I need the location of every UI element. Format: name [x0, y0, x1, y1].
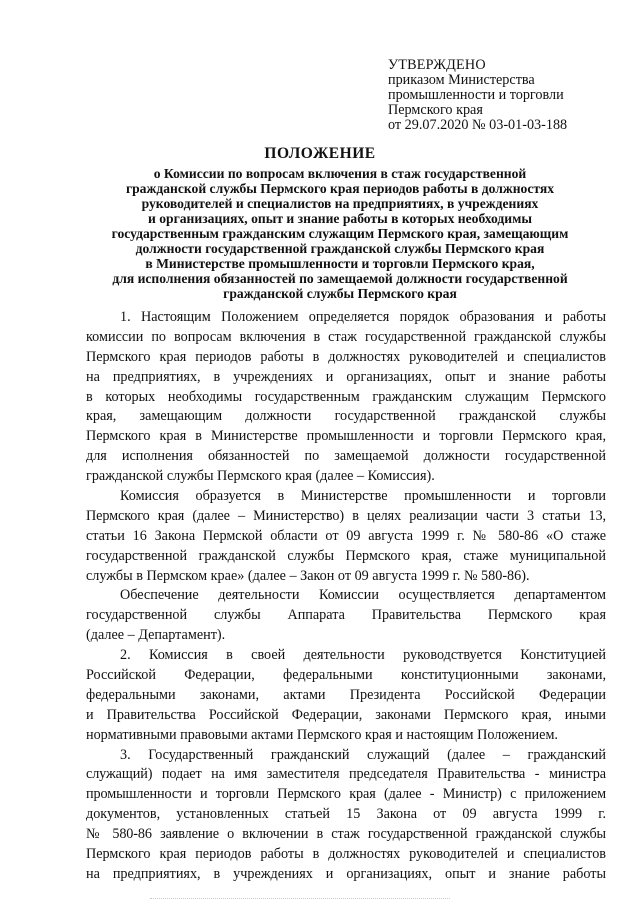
paragraph-2: [86, 646, 606, 745]
text-line: 2. Комиссия в своей деятельности руководствуется Конституцией: [120, 647, 606, 664]
subtitle-line: для исполнения обязанностей по замещаемой должности государственной: [112, 271, 568, 286]
subtitle-line: государственным гражданским служащим Пермского края, замещающим: [111, 226, 569, 241]
approval-stamp: [388, 58, 628, 133]
subtitle-line: должности государственной гражданской службы Пермского края: [135, 241, 545, 256]
approval-line: от 29.07.2020 № 03-01-03-188: [388, 117, 568, 133]
subtitle-line: о Комиссии по вопросам включения в стаж государственной: [153, 166, 527, 181]
subtitle-line: гражданской службы Пермского края: [223, 286, 457, 301]
text-line: нормативными правовыми актами Пермского края и настоящим Положением.: [86, 726, 558, 743]
text-line: Обеспечение деятельности Комиссии осуществляется департаментом: [120, 587, 606, 604]
document-title: ПОЛОЖЕНИЕ: [264, 145, 376, 162]
text-line: Российской Федерации, федеральными конституционными законами,: [86, 667, 606, 684]
text-line: гражданской службы Пермского края (далее – Комиссия).: [86, 468, 435, 485]
text-line: (далее – Департамент).: [86, 627, 226, 644]
text-line: для исполнения обязанностей по замещаемой должности государственной: [86, 448, 606, 465]
text-line: на предприятиях, в учреждениях и организациях, опыт и знание работы: [86, 865, 606, 882]
text-line: промышленности и торговли Пермского края (далее - Министр) с приложением: [86, 786, 606, 803]
subtitle-line: гражданской службы Пермского края периодов работы в должностях: [125, 181, 555, 196]
text-line: Комиссия образуется в Министерстве промышленности и торговли: [120, 488, 606, 505]
approval-line: промышленности и торговли: [388, 87, 564, 103]
subtitle-line: и организациях, опыт и знание работы в которых необходимы: [148, 211, 532, 226]
paragraph-1: [86, 308, 606, 487]
text-line: Пермского края (далее – Министерство) в целях реализации части 3 статьи 13,: [86, 507, 606, 524]
text-line: государственной службы Аппарата Правительства Пермского края: [86, 607, 606, 624]
text-line: государственной гражданской службы Пермского края, стаже муниципальной: [86, 547, 606, 564]
approval-heading: УТВЕРЖДЕНО: [388, 57, 486, 73]
text-line: статьи 16 Закона Пермской области от 09 августа 1999 г. № 580-86 «О стаже: [86, 527, 606, 544]
text-line: и Правительства Российской Федерации, законами Пермского края, иными: [86, 706, 606, 723]
text-line: служащий) подает на имя заместителя председателя Правительства - министра: [86, 766, 606, 783]
document-subtitle: [70, 166, 610, 301]
subtitle-line: в Министерстве промышленности и торговли Пермского края,: [145, 256, 535, 271]
document-body: [86, 308, 606, 885]
text-line: Пермского края в Министерстве промышленности и торговли Пермского края,: [86, 428, 606, 445]
text-line: края, замещающим должности государственной гражданской службы: [86, 408, 606, 425]
text-line: 1. Настоящим Положением определяется порядок образования и работы: [120, 309, 606, 325]
paragraph-commission-formation: [86, 487, 606, 586]
text-line: № 580-86 заявление о включении в стаж государственной гражданской службы: [86, 826, 606, 843]
paragraph-3: [86, 746, 606, 885]
text-line: службы в Пермском крае» (далее – Закон от 09 августа 1999 г. № 580-86).: [86, 567, 530, 584]
approval-line: Пермского края: [388, 102, 483, 118]
text-line: Пермского края периодов работы в должностях руководителей и специалистов: [86, 348, 606, 365]
text-line: 3. Государственный гражданский служащий (далее – гражданский: [120, 746, 606, 763]
text-line: на предприятиях, в учреждениях и организациях, опыт и знание работы: [86, 368, 606, 385]
text-line: документов, установленных статьей 15 Закона от 09 августа 1999 г.: [86, 806, 606, 823]
text-line: федеральными законами, актами Президента Российской Федерации: [86, 686, 606, 703]
text-line: Пермского края периодов работы в должностях руководителей и специалистов: [86, 846, 606, 863]
text-line: комиссии по вопросам включения в стаж государственной гражданской службы: [86, 328, 606, 345]
approval-line: приказом Министерства: [388, 72, 535, 88]
paragraph-support: [86, 586, 606, 646]
text-line: в которых необходимы государственным гражданским служащим Пермского: [86, 388, 606, 405]
subtitle-line: руководителей и специалистов на предприятиях, в учреждениях: [141, 196, 539, 211]
scan-edge-mark: [150, 898, 450, 901]
